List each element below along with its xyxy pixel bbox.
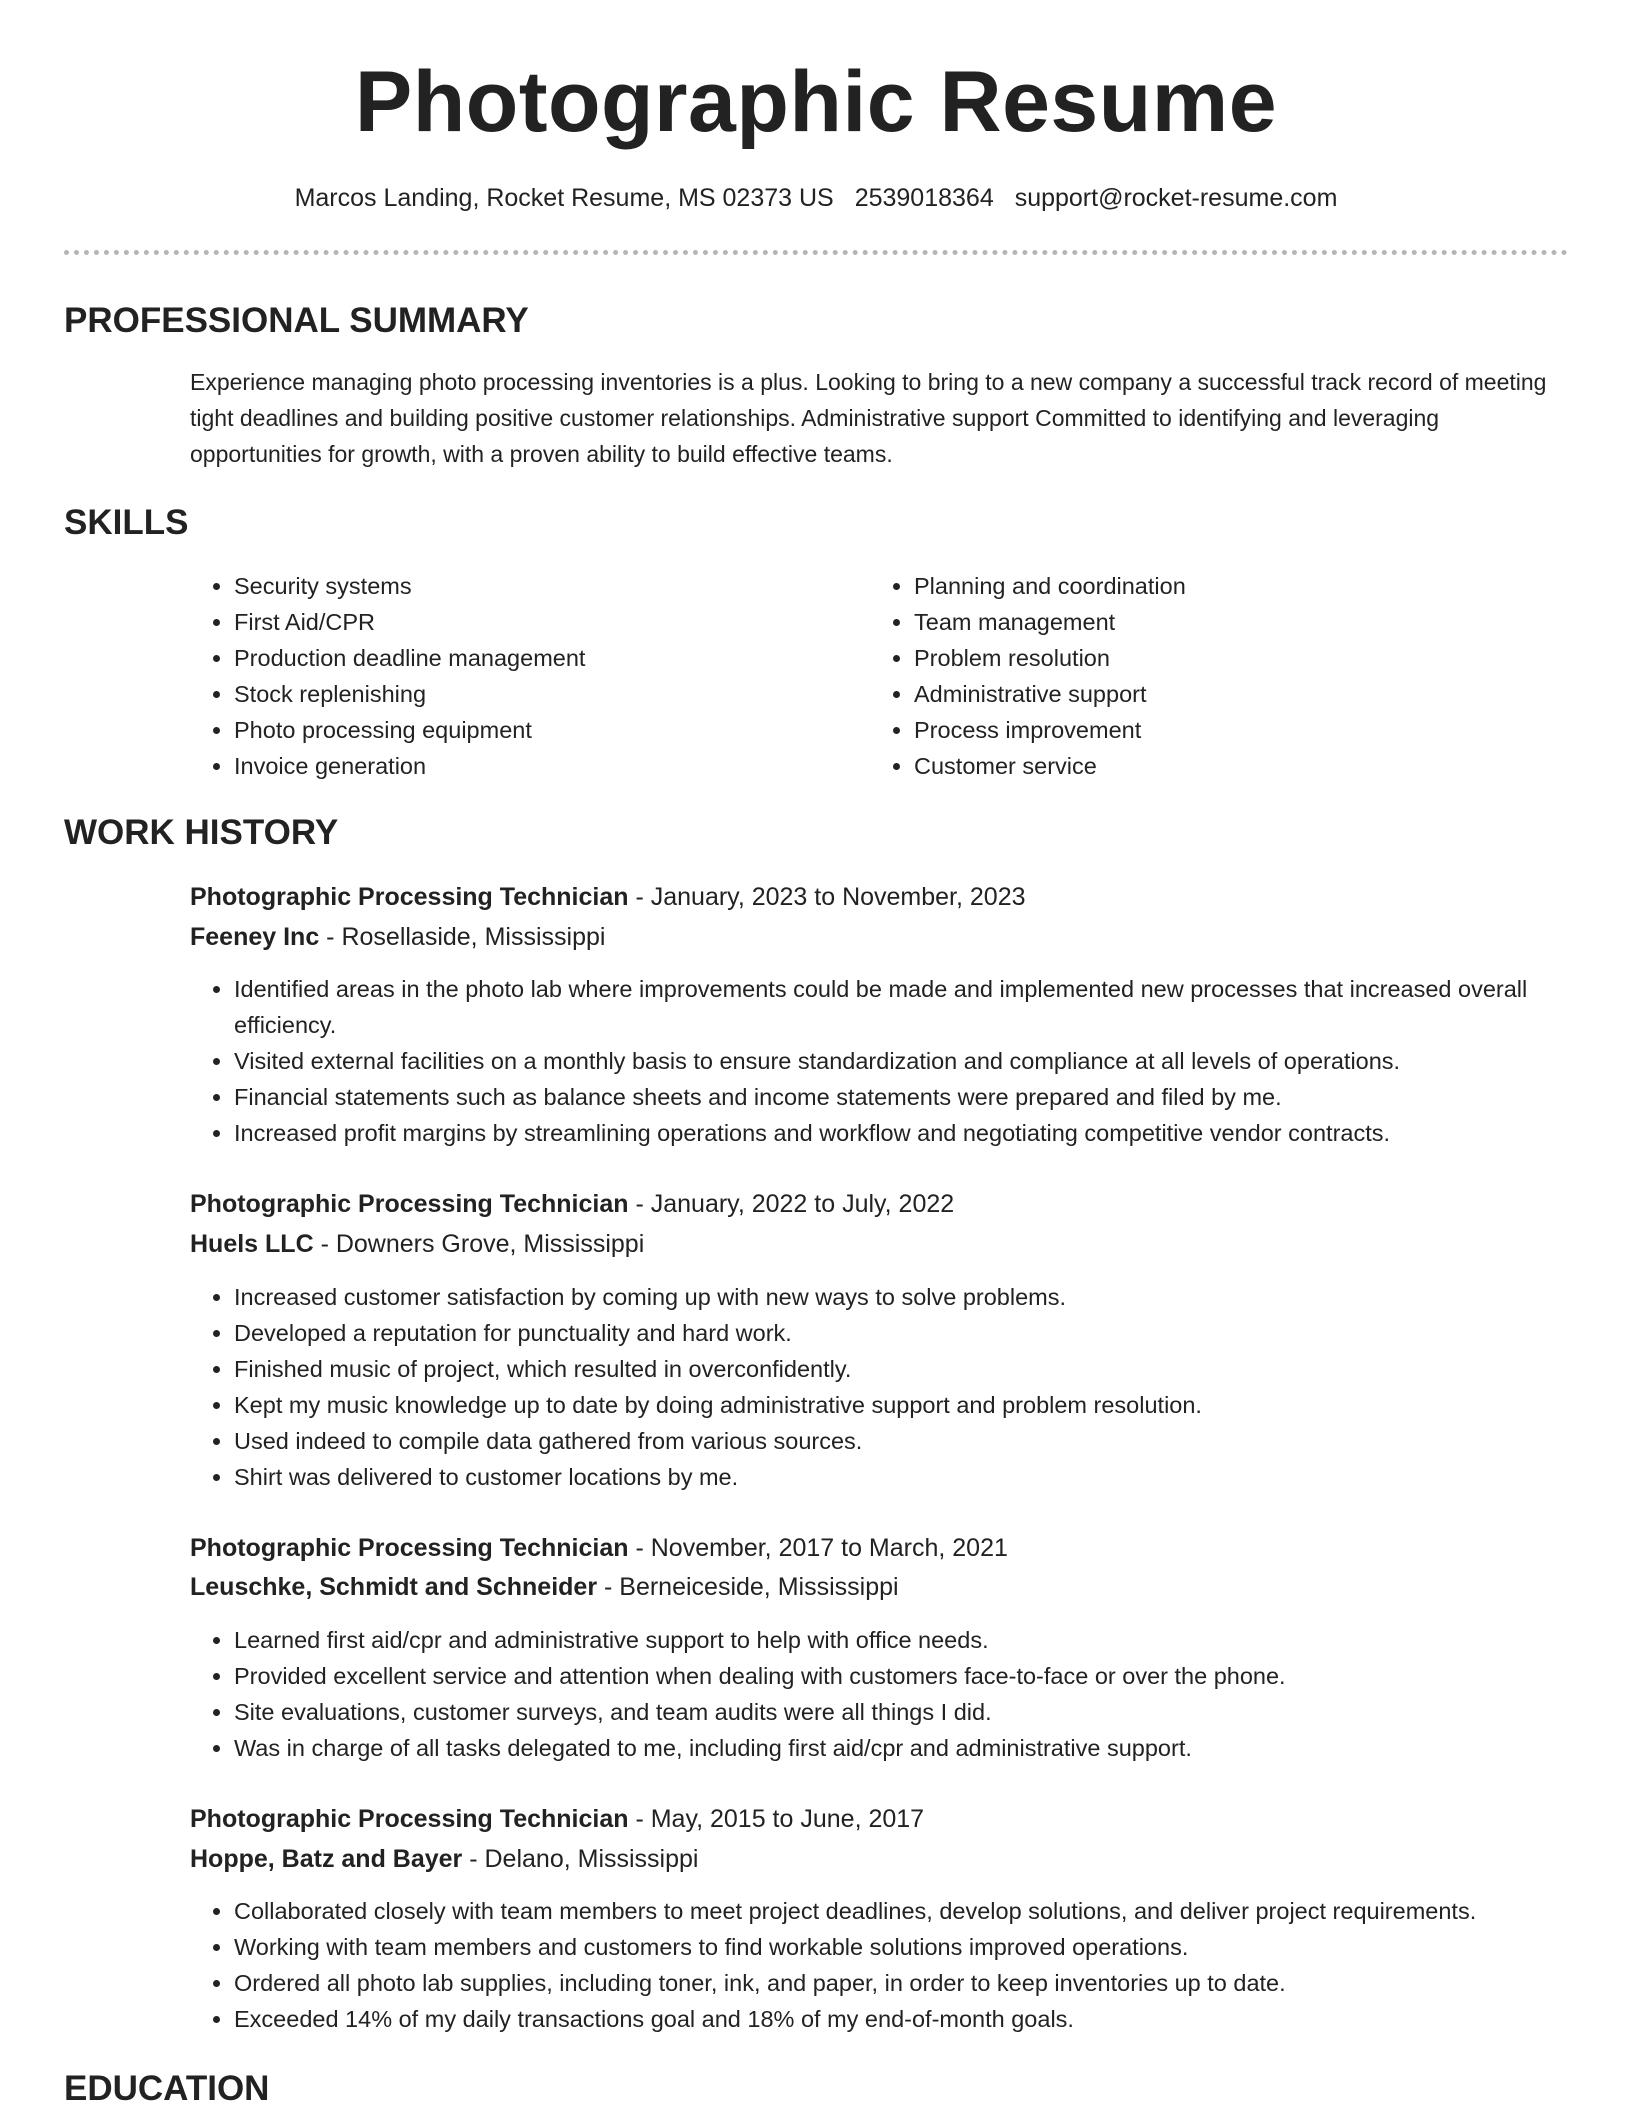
job-bullets xyxy=(190,1622,1580,1766)
job-title: Photographic Processing Technician xyxy=(190,1805,629,1833)
summary-text: Experience managing photo processing inventories is a plus. Looking to bring to a new company a successful track record of meeting tight deadlines and building positive customer relationships. Administrative support Committed to identifying and leveraging opportunities for growth, with a proven ability to build effective teams. xyxy=(190,369,1547,467)
job-bullet: • Increased customer satisfaction by coming up with new ways to solve problems. xyxy=(234,1279,1580,1315)
skill-item: • Invoice generation xyxy=(234,748,830,784)
resume-name: Photographic Resume xyxy=(354,54,1278,150)
skill-item: • Planning and coordination xyxy=(914,568,1510,604)
skills-column-left xyxy=(190,568,830,784)
job-bullet: • Visited external facilities on a monthly basis to ensure standardization and compliance at all levels of operations. xyxy=(234,1043,1580,1079)
job-location: - Downers Grove, Mississippi xyxy=(313,1230,645,1258)
skill-item: • Customer service xyxy=(914,748,1510,784)
contact-email: support@rocket-resume.com xyxy=(1014,184,1338,212)
job-dates: - January, 2023 to November, 2023 xyxy=(628,883,1026,911)
job-bullet: • Shirt was delivered to customer locations by me. xyxy=(234,1459,1580,1495)
job-title: Photographic Processing Technician xyxy=(190,1534,629,1562)
job-company: Hoppe, Batz and Bayer xyxy=(190,1845,463,1873)
contact-phone: 2539018364 xyxy=(854,184,994,212)
job-company-line xyxy=(190,1842,698,1876)
skill-item: • Stock replenishing xyxy=(234,676,830,712)
job-location: - Berneiceside, Mississippi xyxy=(597,1573,899,1601)
job-company: Feeney Inc xyxy=(190,923,320,951)
job-dates: - November, 2017 to March, 2021 xyxy=(628,1534,1008,1562)
contact-line xyxy=(0,182,1632,214)
job-bullet: • Site evaluations, customer surveys, and team audits were all things I did. xyxy=(234,1694,1580,1730)
job-title: Photographic Processing Technician xyxy=(190,883,629,911)
job-bullet: • Ordered all photo lab supplies, including toner, ink, and paper, in order to keep inventories up to date. xyxy=(234,1965,1580,2001)
job-location: - Delano, Mississippi xyxy=(462,1845,699,1873)
job-title-line xyxy=(190,1802,924,1836)
job-dates: - May, 2015 to June, 2017 xyxy=(628,1805,925,1833)
job-title: Photographic Processing Technician xyxy=(190,1190,629,1218)
skill-item: • Security systems xyxy=(234,568,830,604)
job-dates: - January, 2022 to July, 2022 xyxy=(628,1190,955,1218)
job-company-line xyxy=(190,920,605,954)
skill-item: • Photo processing equipment xyxy=(234,712,830,748)
skill-item: • Problem resolution xyxy=(914,640,1510,676)
job-bullet: • Collaborated closely with team members to meet project deadlines, develop solutions, and deliver project requirements. xyxy=(234,1893,1580,1929)
contact-address: Marcos Landing, Rocket Resume, MS 02373 US xyxy=(294,184,834,212)
job-bullet: • Used indeed to compile data gathered from various sources. xyxy=(234,1423,1580,1459)
job-bullet: • Learned first aid/cpr and administrative support to help with office needs. xyxy=(234,1622,1580,1658)
skill-item: • Process improvement xyxy=(914,712,1510,748)
job-location: - Rosellaside, Mississippi xyxy=(319,923,606,951)
job-bullet: • Provided excellent service and attention when dealing with customers face-to-face or over the phone. xyxy=(234,1658,1580,1694)
job-bullet: • Developed a reputation for punctuality and hard work. xyxy=(234,1315,1580,1351)
job-company-line xyxy=(190,1570,899,1604)
job-bullet: • Increased profit margins by streamlining operations and workflow and negotiating competitive vendor contracts. xyxy=(234,1115,1580,1151)
job-bullet: • Exceeded 14% of my daily transactions goal and 18% of my end-of-month goals. xyxy=(234,2001,1580,2037)
job-title-line xyxy=(190,1531,1008,1565)
work-history-heading: WORK HISTORY xyxy=(64,813,339,852)
job-company: Leuschke, Schmidt and Schneider xyxy=(190,1573,598,1601)
job-bullets xyxy=(190,1893,1580,2037)
job-bullet: • Finished music of project, which resulted in overconfidently. xyxy=(234,1351,1580,1387)
header-divider xyxy=(64,250,1568,255)
job-bullet: • Working with team members and customers to find workable solutions improved operations. xyxy=(234,1929,1580,1965)
skill-item: • Production deadline management xyxy=(234,640,830,676)
job-bullets xyxy=(190,1279,1580,1495)
job-bullet: • Kept my music knowledge up to date by doing administrative support and problem resolution. xyxy=(234,1387,1580,1423)
job-bullets xyxy=(190,971,1580,1151)
skills-column-right xyxy=(870,568,1510,784)
skill-item: • Administrative support xyxy=(914,676,1510,712)
job-bullet: • Identified areas in the photo lab where improvements could be made and implemented new processes that increased overall efficiency. xyxy=(234,971,1580,1043)
skill-item: • Team management xyxy=(914,604,1510,640)
education-heading: EDUCATION xyxy=(64,2069,270,2108)
job-bullet: • Was in charge of all tasks delegated to me, including first aid/cpr and administrative support. xyxy=(234,1730,1580,1766)
job-bullet: • Financial statements such as balance sheets and income statements were prepared and filed by me. xyxy=(234,1079,1580,1115)
skill-item: • First Aid/CPR xyxy=(234,604,830,640)
job-company: Huels LLC xyxy=(190,1230,314,1258)
job-company-line xyxy=(190,1227,644,1261)
skills-heading: SKILLS xyxy=(64,503,189,542)
summary-heading: PROFESSIONAL SUMMARY xyxy=(64,301,529,340)
job-title-line xyxy=(190,1187,954,1221)
job-title-line xyxy=(190,880,1026,914)
